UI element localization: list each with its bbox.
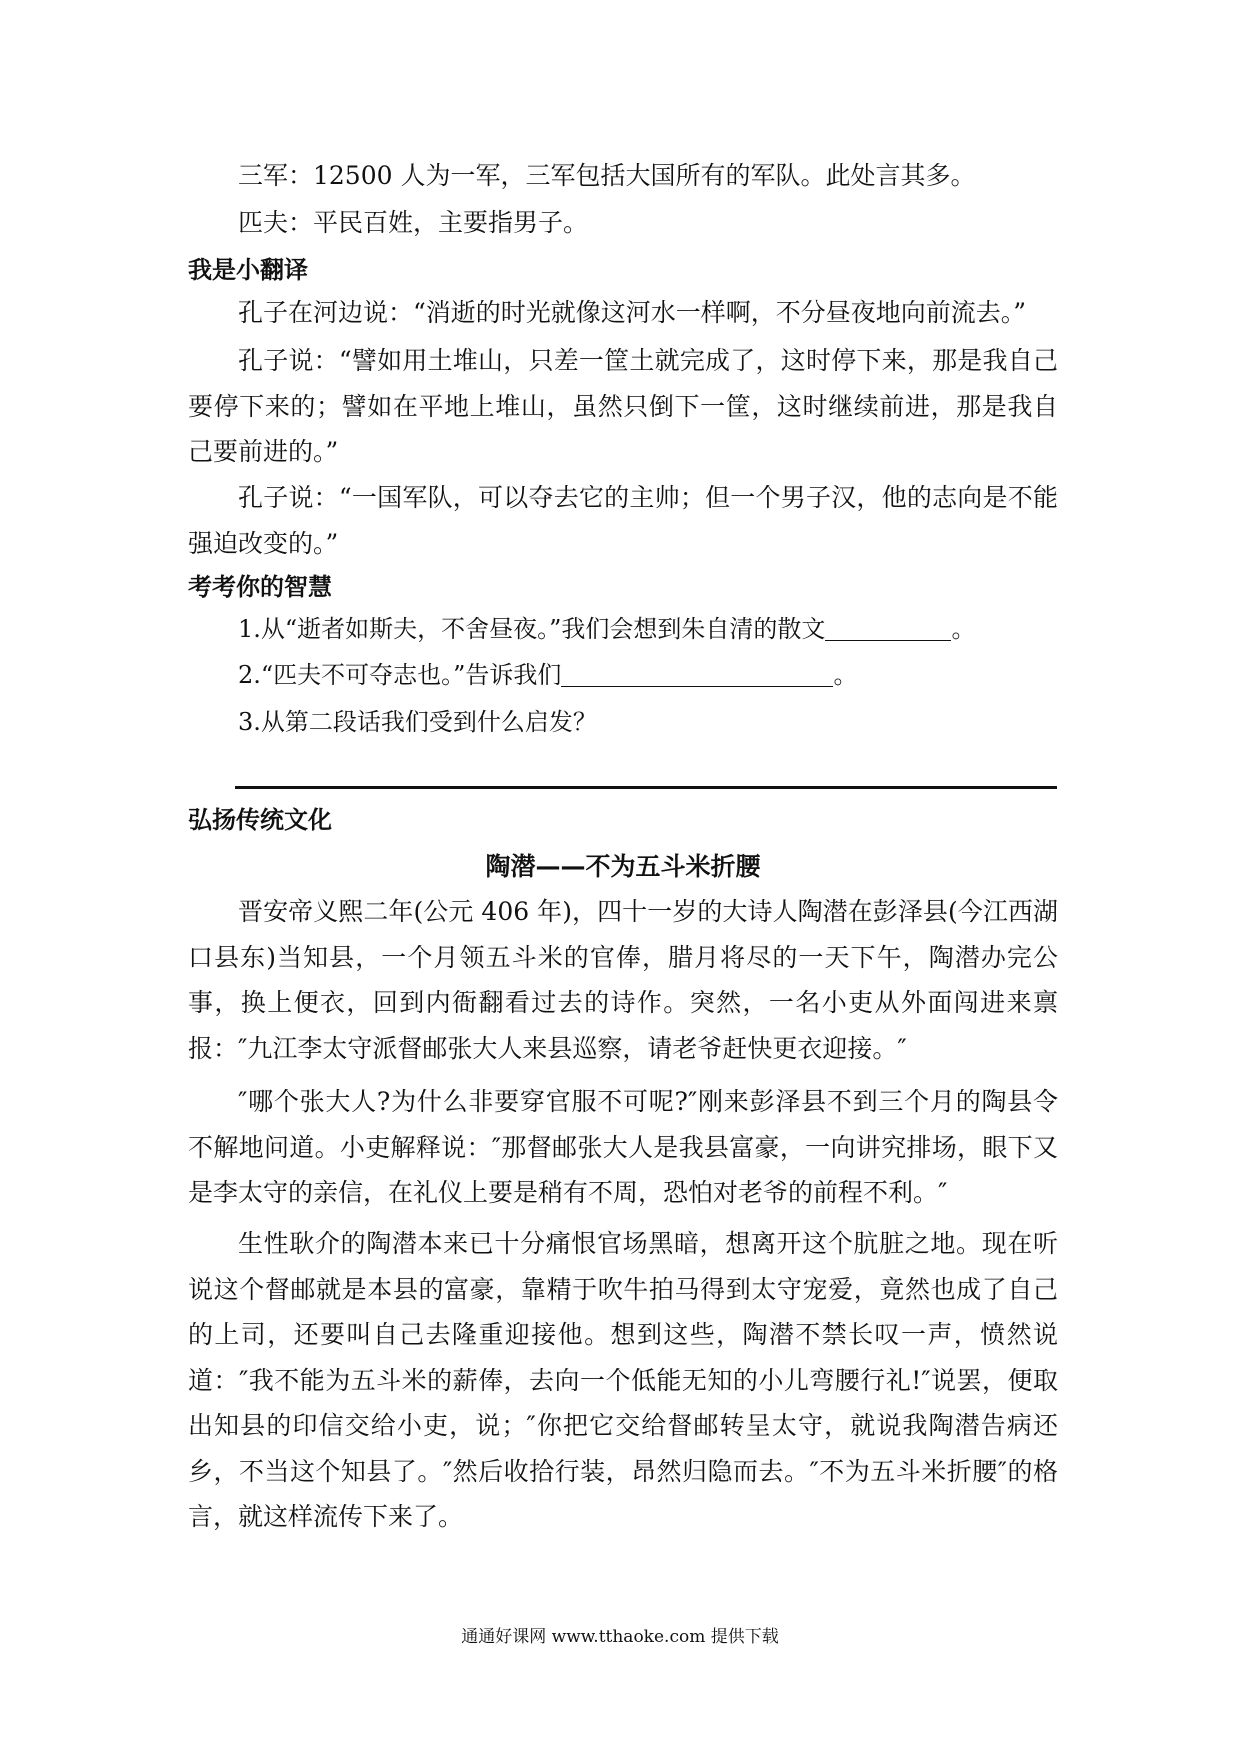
quiz-heading: 考考你的智慧 [188,573,332,601]
quiz-question-1-text: 1.从“逝者如斯夫，不舍昼夜。”我们会想到朱自清的散文 [238,615,826,643]
quiz-question-2-text: 2.“匹夫不可夺志也。”告诉我们 [238,661,562,689]
quiz-question-2-end: 。 [833,661,858,689]
quiz-question-1-end: 。 [951,615,976,643]
translation-heading: 我是小翻译 [188,256,308,284]
story-paragraph-1: 晋安帝义熙二年(公元 406 年)，四十一岁的大诗人陶潜在彭泽县(今江西湖口县东)当知县，一个月领五斗米的官俸，腊月将尽的一天下午，陶潜办完公事，换上便衣，回到内衙翻看过去的诗作。突然，一名小吏从外面闯进来禀报：″九江李太守派督邮张大人来县巡察，请老爷赶快更衣迎接。″ [188,897,1058,1063]
answer-line-divider [235,786,1057,789]
quiz-question-1 [238,612,975,646]
story-paragraph-2: ″哪个张大人?为什么非要穿官服不可呢?″刚来彭泽县不到三个月的陶县令不解地问道。小吏解释说：″那督邮张大人是我县富豪，一向讲究排场，眼下又是李太守的亲信，在礼仪上要是稍有不周，恐怕对老爷的前程不利。″ [188,1087,1058,1207]
story-paragraph-3: 生性耿介的陶潜本来已十分痛恨官场黑暗，想离开这个肮脏之地。现在听说这个督邮就是本县的富豪，靠精于吹牛拍马得到太守宠爱，竟然也成了自己的上司，还要叫自己去隆重迎接他。想到这些，陶潜不禁长叹一声，愤然说道：″我不能为五斗米的薪俸，去向一个低能无知的小儿弯腰行礼!″说罢，便取出知县的印信交给小吏，说；″你把它交给督邮转呈太守，就说我陶潜告病还乡，不当这个知县了。″然后收拾行装，昂然归隐而去。″不为五斗米折腰″的格言，就这样流传下来了。 [188,1229,1058,1531]
answer-blank-2[interactable] [561,660,833,687]
translation-paragraph-2: 孔子说：“譬如用土堆山，只差一筐土就完成了，这时停下来，那是我自己要停下来的；譬如在平地上堆山，虽然只倒下一筐，这时继续前进，那是我自己要前进的。” [188,346,1058,466]
translation-paragraph-1: 孔子在河边说：“消逝的时光就像这河水一样啊，不分昼夜地向前流去。” [238,298,1027,327]
quiz-question-3: 3.从第二段话我们受到什么启发？ [238,708,597,736]
note-pifu: 匹夫：平民百姓，主要指男子。 [238,208,589,237]
note-sanjun: 三军：12500 人为一军，三军包括大国所有的军队。此处言其多。 [238,161,976,190]
story-title: 陶潜——不为五斗米折腰 [485,852,761,881]
answer-blank-1[interactable] [825,614,951,641]
quiz-question-2 [238,658,857,692]
page-footer: 通通好课网 www.tthaoke.com 提供下载 [461,1627,779,1647]
translation-paragraph-3: 孔子说：“一国军队，可以夺去它的主帅；但一个男子汉，他的志向是不能强迫改变的。” [188,483,1058,558]
culture-heading: 弘扬传统文化 [188,806,332,834]
